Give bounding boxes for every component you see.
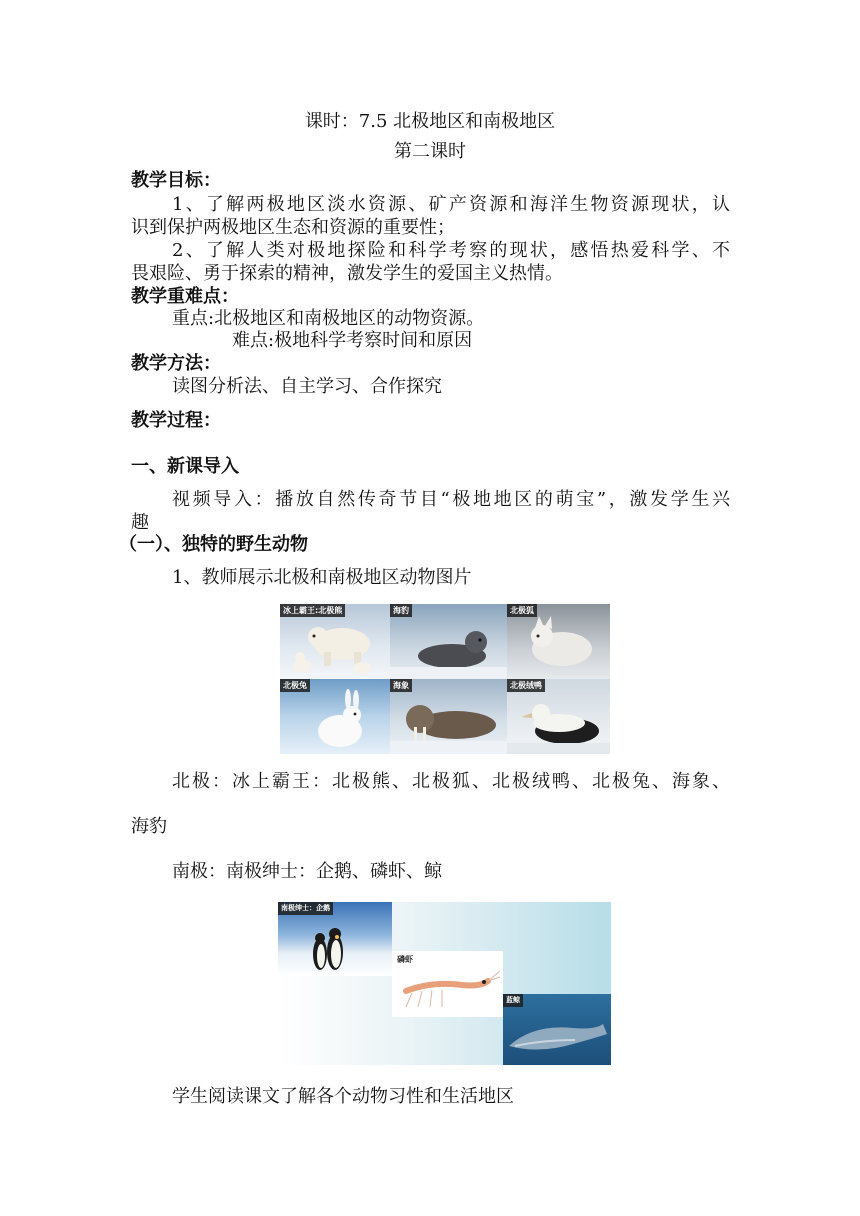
video-intro-line-2: 趣 bbox=[131, 512, 149, 533]
process-heading: 教学过程： bbox=[131, 410, 221, 431]
arctic-hare-photo bbox=[280, 679, 390, 754]
lesson-title: 课时：7.5 北极地区和南极地区 bbox=[304, 111, 556, 132]
arctic-fox-label: 北极狐 bbox=[507, 604, 537, 617]
polar-bear-photo bbox=[280, 604, 390, 679]
antarctic-animals-image bbox=[278, 902, 611, 1065]
video-intro-line-1: 视频导入：播放自然传奇节目“极地地区的萌宝”，激发学生兴 bbox=[172, 489, 730, 510]
penguin-label: 南极绅士：企鹅 bbox=[278, 902, 333, 915]
seal-label: 海豹 bbox=[390, 604, 412, 617]
objective-1-line-1: 1、了解两极地区淡水资源、矿产资源和海洋生物资源现状，认 bbox=[172, 194, 730, 215]
blue-whale-label: 蓝鲸 bbox=[503, 994, 523, 1007]
key-point-focus: 重点:北极地区和南极地区的动物资源。 bbox=[172, 308, 485, 329]
krill-label: 磷虾 bbox=[397, 955, 413, 964]
seal-photo bbox=[390, 604, 507, 679]
subsection-1-heading: （一）、独特的野生动物 bbox=[119, 534, 308, 555]
step-1-text: 1、教师展示北极和南极地区动物图片 bbox=[172, 567, 472, 588]
methods-heading: 教学方法： bbox=[131, 353, 221, 374]
arctic-hare-label: 北极兔 bbox=[280, 679, 310, 692]
arctic-fox-photo bbox=[507, 604, 610, 679]
antarctic-animals-text: 南极：南极绅士：企鹅、磷虾、鲸 bbox=[172, 861, 442, 882]
key-point-difficulty: 难点:极地科学考察时间和原因 bbox=[232, 330, 473, 351]
section-1-heading: 一、新课导入 bbox=[131, 456, 239, 477]
objectives-heading: 教学目标： bbox=[131, 170, 221, 191]
eider-duck-photo bbox=[507, 679, 610, 754]
polar-bear-label: 冰上霸王:北极熊 bbox=[280, 604, 345, 617]
blue-whale-photo bbox=[503, 994, 611, 1065]
objective-1-line-2: 识到保护两极地区生态和资源的重要性； bbox=[131, 217, 455, 238]
methods-text: 读图分析法、自主学习、合作探究 bbox=[172, 376, 442, 397]
arctic-animals-line-2: 海豹 bbox=[131, 816, 167, 837]
lesson-subtitle: 第二课时 bbox=[394, 141, 466, 162]
arctic-animals-image bbox=[280, 604, 610, 754]
closing-text: 学生阅读课文了解各个动物习性和生活地区 bbox=[172, 1086, 514, 1107]
krill-photo bbox=[392, 951, 503, 1017]
key-points-heading: 教学重难点： bbox=[131, 286, 239, 307]
walrus-label: 海象 bbox=[390, 679, 412, 692]
arctic-animals-line-1: 北极：冰上霸王：北极熊、北极狐、北极绒鸭、北极兔、海象、 bbox=[172, 771, 730, 792]
objective-2-line-2: 畏艰险、勇于探索的精神，激发学生的爱国主义热情。 bbox=[131, 263, 563, 284]
penguin-photo bbox=[278, 902, 392, 976]
eider-duck-label: 北极绒鸭 bbox=[507, 679, 545, 692]
objective-2-line-1: 2、了解人类对极地探险和科学考察的现状，感悟热爱科学、不 bbox=[172, 240, 730, 261]
walrus-photo bbox=[390, 679, 507, 754]
